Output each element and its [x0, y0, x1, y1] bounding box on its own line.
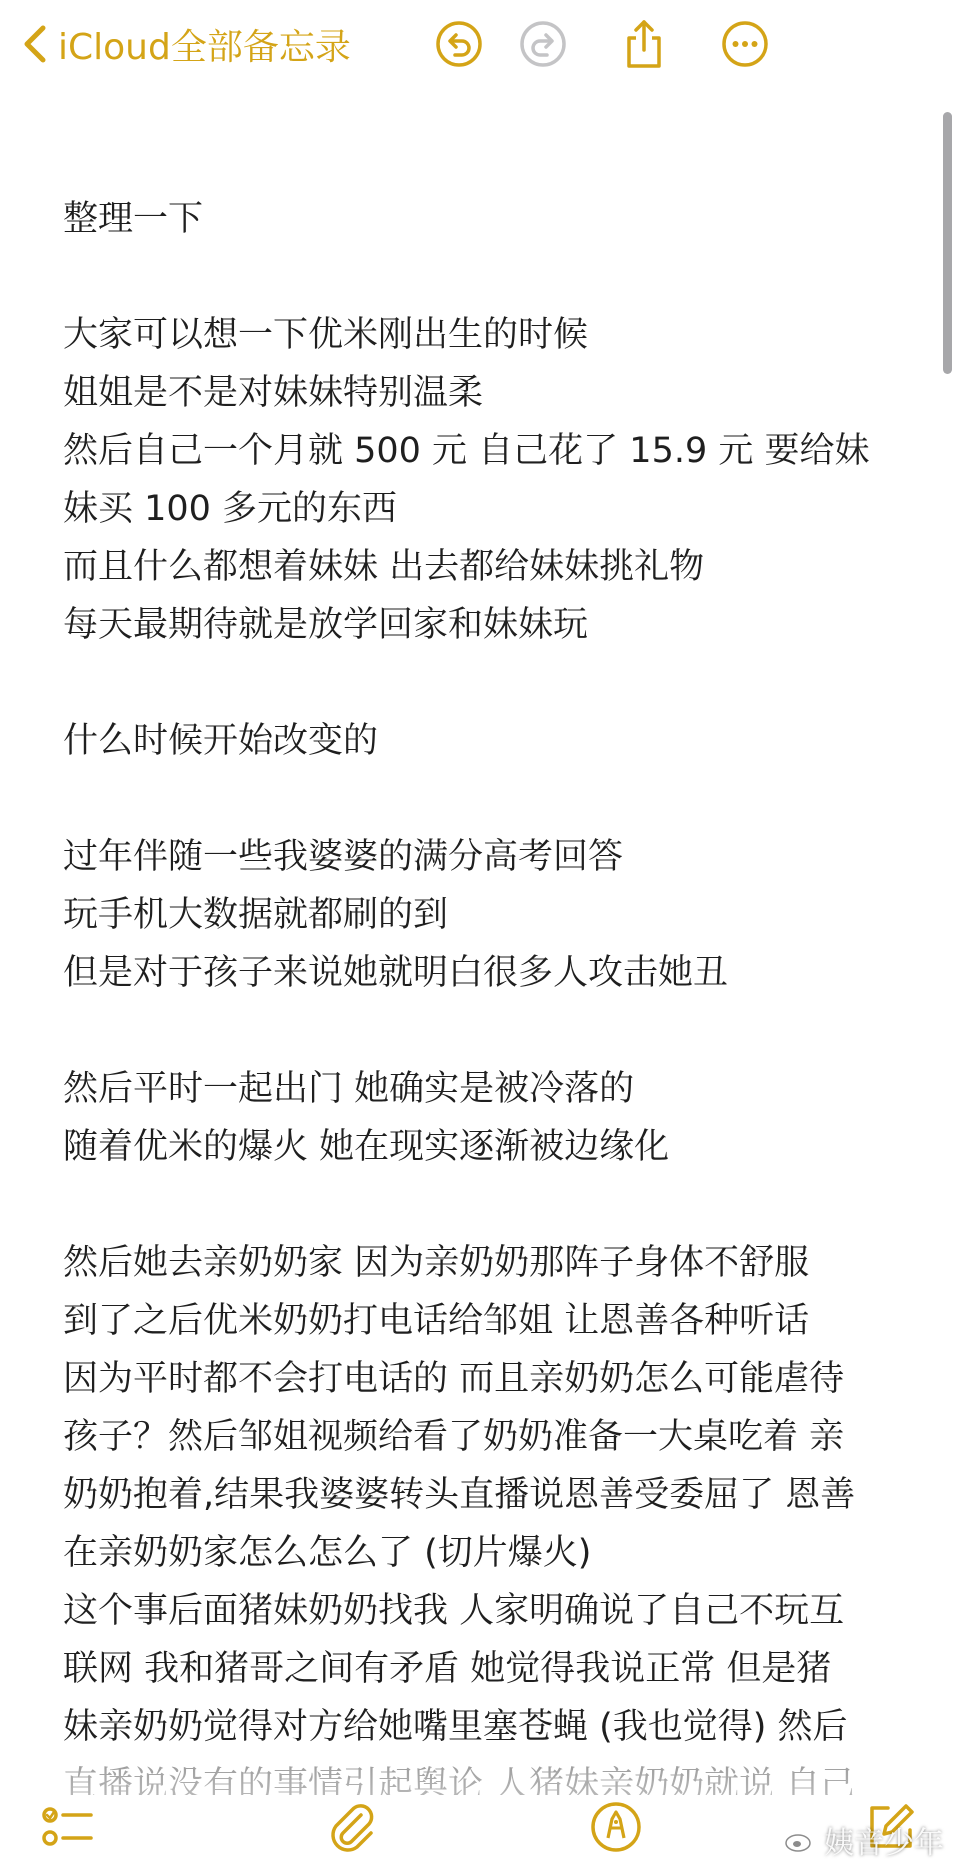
chevron-left-icon: [22, 24, 48, 64]
note-line: 在亲奶奶家怎么怎么了 (切片爆火): [63, 1533, 592, 1573]
paperclip-icon: [327, 1799, 377, 1855]
undo-icon: [434, 19, 484, 69]
redo-button[interactable]: [513, 14, 573, 74]
note-line: 大家可以想一下优米刚出生的时候: [63, 315, 589, 355]
scrollbar[interactable]: [943, 112, 952, 374]
note-line: [63, 1002, 903, 1060]
note-line: 孩子？然后邹姐视频给看了奶奶准备一大桌吃着 亲: [63, 1417, 845, 1457]
note-line: [63, 248, 903, 306]
note-line: [63, 1176, 903, 1234]
navigation-bar: [0, 0, 960, 100]
redo-icon: [518, 19, 568, 69]
note-line: 随着优米的爆火 她在现实逐渐被边缘化: [63, 1127, 670, 1167]
note-line: 妹亲奶奶觉得对方给她嘴里塞苍蝇 (我也觉得) 然后: [63, 1707, 848, 1747]
note-line: 但是对于孩子来说她就明白很多人攻击她丑: [63, 953, 729, 993]
note-line: 每天最期待就是放学回家和妹妹玩: [63, 605, 589, 645]
note-line: 然后她去亲奶奶家 因为亲奶奶那阵子身体不舒服: [63, 1243, 810, 1283]
note-line: [63, 770, 903, 828]
note-line: 而且什么都想着妹妹 出去都给妹妹挑礼物: [63, 547, 705, 587]
note-line: 整理一下: [63, 199, 204, 239]
note-line: 因为平时都不会打电话的 而且亲奶奶怎么可能虐待: [63, 1359, 845, 1399]
back-label: iCloud全部备忘录: [58, 26, 351, 68]
attach-button[interactable]: [321, 1796, 383, 1858]
note-line: 到了之后优米奶奶打电话给邹姐 让恩善各种听话: [63, 1301, 810, 1341]
note-line: 玩手机大数据就都刷的到: [63, 895, 449, 935]
more-button[interactable]: [715, 14, 775, 74]
checklist-button[interactable]: [37, 1796, 99, 1858]
note-line: 妹买 100 多元的东西: [63, 489, 398, 529]
note-line: 这个事后面猪妹奶奶找我 人家明确说了自己不玩互: [63, 1591, 845, 1631]
note-line: 然后平时一起出门 她确实是被冷落的: [63, 1069, 635, 1109]
weibo-logo-icon: [784, 1827, 818, 1853]
note-line: 奶奶抱着,结果我婆婆转头直播说恩善受委屈了 恩善: [63, 1475, 856, 1515]
watermark: [784, 1818, 944, 1862]
watermark-text: 姨音少年: [824, 1826, 944, 1861]
more-icon: [720, 19, 770, 69]
note-line: 过年伴随一些我婆婆的满分高考回答: [63, 837, 624, 877]
markup-pen-icon: [589, 1800, 643, 1854]
note-line: 姐姐是不是对妹妹特别温柔: [63, 373, 484, 413]
undo-button[interactable]: [429, 14, 489, 74]
share-button[interactable]: [614, 14, 674, 74]
note-line: [63, 654, 903, 712]
note-line: 然后自己一个月就 500 元 自己花了 15.9 元 要给妹: [63, 431, 870, 471]
back-button[interactable]: [22, 14, 351, 74]
markup-button[interactable]: [585, 1796, 647, 1858]
checklist-icon: [41, 1802, 95, 1852]
share-icon: [621, 18, 667, 70]
note-line: 什么时候开始改变的: [63, 721, 379, 761]
note-body[interactable]: [63, 190, 903, 1795]
note-line: 联网 我和猪哥之间有矛盾 她觉得我说正常 但是猪: [63, 1649, 832, 1689]
